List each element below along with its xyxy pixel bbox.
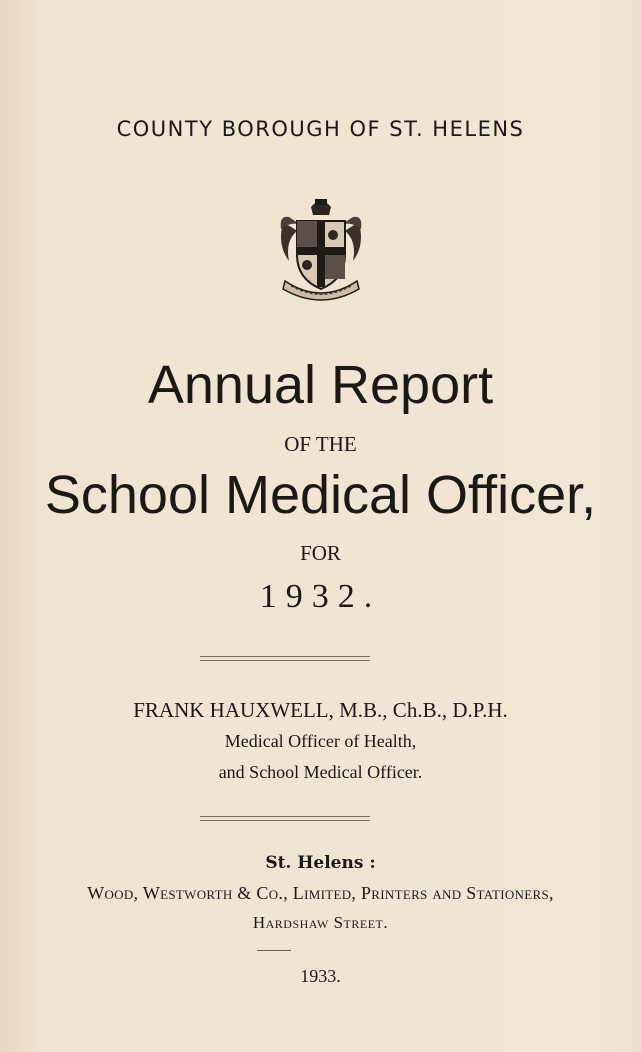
publication-date: 1933. (300, 966, 341, 986)
publisher-printers: Wood, Westworth & Co., Limited, Printers and Stationers, (87, 883, 554, 903)
title-school-medical-officer: School Medical Officer, (44, 465, 597, 525)
officer-role-1: Medical Officer of Health, (224, 731, 417, 751)
officer-role-2: and School Medical Officer. (218, 762, 423, 782)
divider-rule (200, 656, 370, 661)
title-of-the: OF THE (284, 432, 357, 456)
publisher-street: Hardshaw Street. (252, 913, 389, 932)
title-annual-report: Annual Report (147, 355, 494, 415)
county-heading: COUNTY BOROUGH OF ST. HELENS (116, 117, 525, 141)
divider-rule (200, 816, 370, 821)
publisher-place: St. Helens : (265, 853, 376, 873)
officer-name: FRANK HAUXWELL, M.B., Ch.B., D.P.H. (133, 698, 508, 722)
report-year: 1932. (259, 578, 382, 615)
title-for: FOR (300, 541, 341, 565)
short-divider (257, 950, 291, 951)
coat-of-arms-icon (0, 195, 641, 306)
